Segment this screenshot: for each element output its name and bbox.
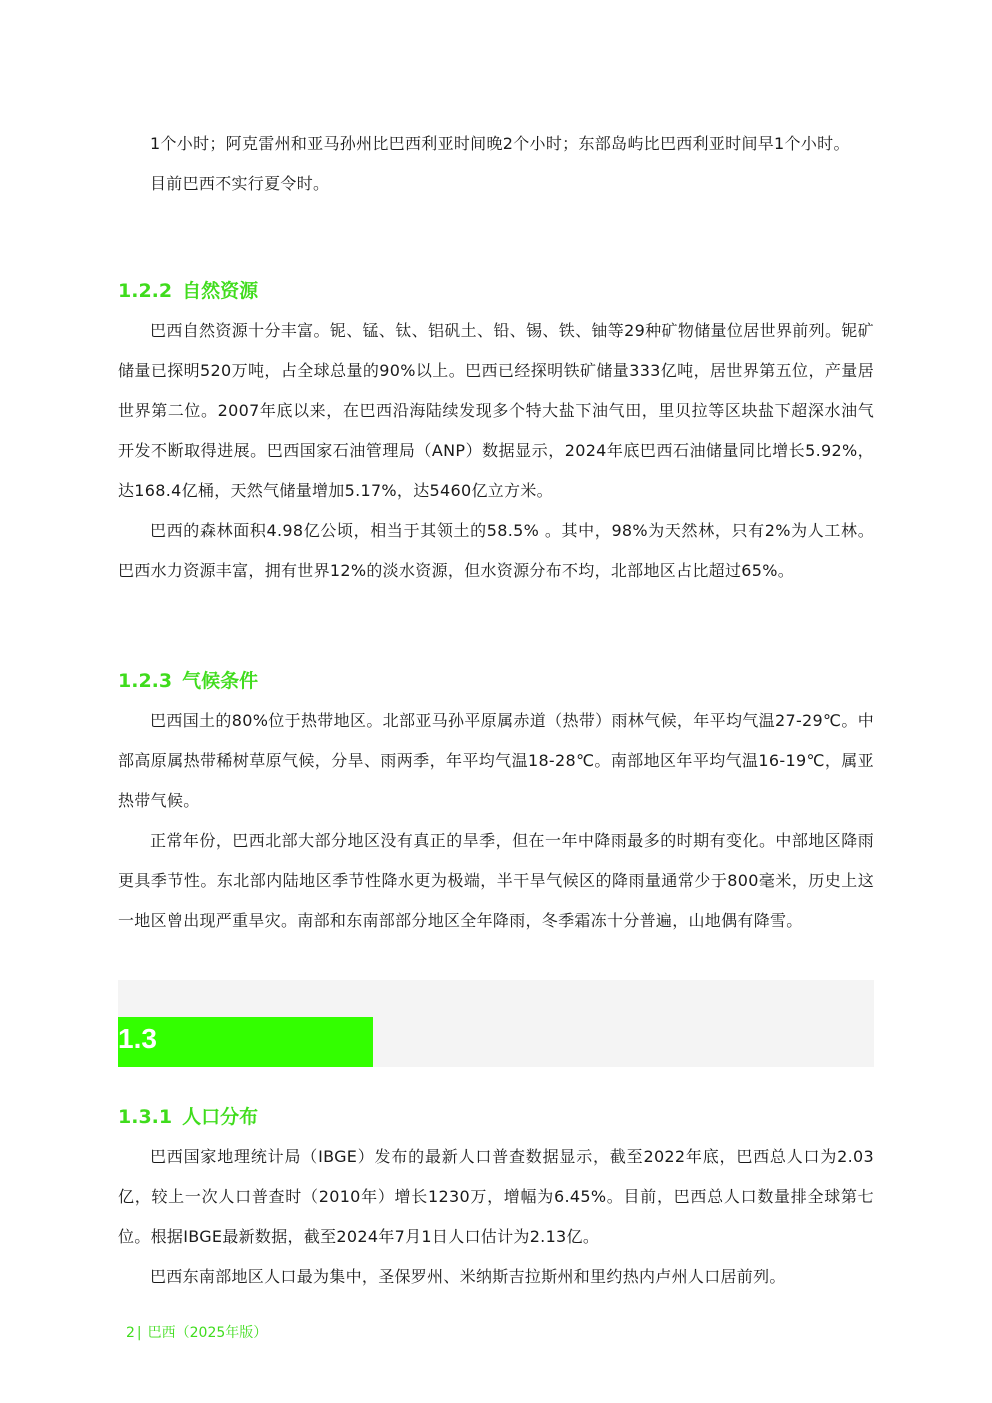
footer-separator: | — [136, 1325, 142, 1341]
page-footer — [126, 1322, 267, 1342]
subsection-heading — [118, 1097, 874, 1137]
subsection-number: 1.2.2 — [118, 280, 173, 302]
paragraph: 巴西国家地理统计局（IBGE）发布的最新人口普查数据显示，截至2022年底，巴西总人口为2.03亿，较上一次人口普查时（2010年）增长1230万，增幅为6.45%。目前，巴西总人口数量排全球第七位。根据IBGE最新数据，截至2024年7月1日人口估计为2.13亿。 — [118, 1147, 874, 1246]
subsection-title: 自然资源 — [182, 280, 259, 302]
subsection-title: 人口分布 — [182, 1106, 259, 1128]
section-1-3-1 — [118, 1097, 874, 1297]
section-1-2-2 — [118, 271, 874, 591]
paragraph: 巴西国土的80%位于热带地区。北部亚马孙平原属赤道（热带）雨林气候，年平均气温27-29℃。中部高原属热带稀树草原气候，分旱、雨两季，年平均气温18-28℃。南部地区年平均气温16-19℃，属亚热带气候。 — [118, 711, 874, 810]
subsection-heading — [118, 271, 874, 311]
subsection-title: 气候条件 — [182, 670, 259, 692]
paragraph: 目前巴西不实行夏令时。 — [150, 174, 330, 193]
page-number: 2 — [126, 1325, 135, 1341]
publication-title: 巴西（2025年版） — [147, 1325, 268, 1341]
section-heading-bar — [118, 980, 874, 1067]
section-number: 1.3 — [118, 1023, 157, 1054]
subsection-heading — [118, 661, 874, 701]
section-1-2-3 — [118, 661, 874, 941]
section-1-2-1-tail — [118, 124, 874, 204]
subsection-number: 1.2.3 — [118, 670, 173, 692]
paragraph: 正常年份，巴西北部大部分地区没有真正的旱季，但在一年中降雨最多的时期有变化。中部地区降雨更具季节性。东北部内陆地区季节性降水更为极端，半干旱气候区的降雨量通常少于800毫米，历史上这一地区曾出现严重旱灾。南部和东南部部分地区全年降雨，冬季霜冻十分普遍，山地偶有降雪。 — [118, 831, 874, 930]
paragraph: 巴西东南部地区人口最为集中，圣保罗州、米纳斯吉拉斯州和里约热内卢州人口居前列。 — [150, 1267, 786, 1286]
paragraph: 巴西自然资源十分丰富。铌、锰、钛、铝矾土、铅、锡、铁、铀等29种矿物储量位居世界前列。铌矿储量已探明520万吨，占全球总量的90%以上。巴西已经探明铁矿储量333亿吨，居世界第五位，产量居世界第二位。2007年底以来，在巴西沿海陆续发现多个特大盐下油气田，里贝拉等区块盐下超深水油气开发不断取得进展。巴西国家石油管理局（ANP）数据显示，2024年底巴西石油储量同比增长5.92%，达168.4亿桶，天然气储量增加5.17%，达5460亿立方米。 — [118, 321, 874, 500]
paragraph: 1个小时；阿克雷州和亚马孙州比巴西利亚时间晚2个小时；东部岛屿比巴西利亚时间早1个小时。 — [150, 134, 850, 153]
subsection-number: 1.3.1 — [118, 1106, 173, 1128]
paragraph: 巴西的森林面积4.98亿公顷，相当于其领土的58.5% 。其中，98%为天然林，只有2%为人工林。巴西水力资源丰富，拥有世界12%的淡水资源，但水资源分布不均，北部地区占比超过65%。 — [118, 521, 874, 580]
